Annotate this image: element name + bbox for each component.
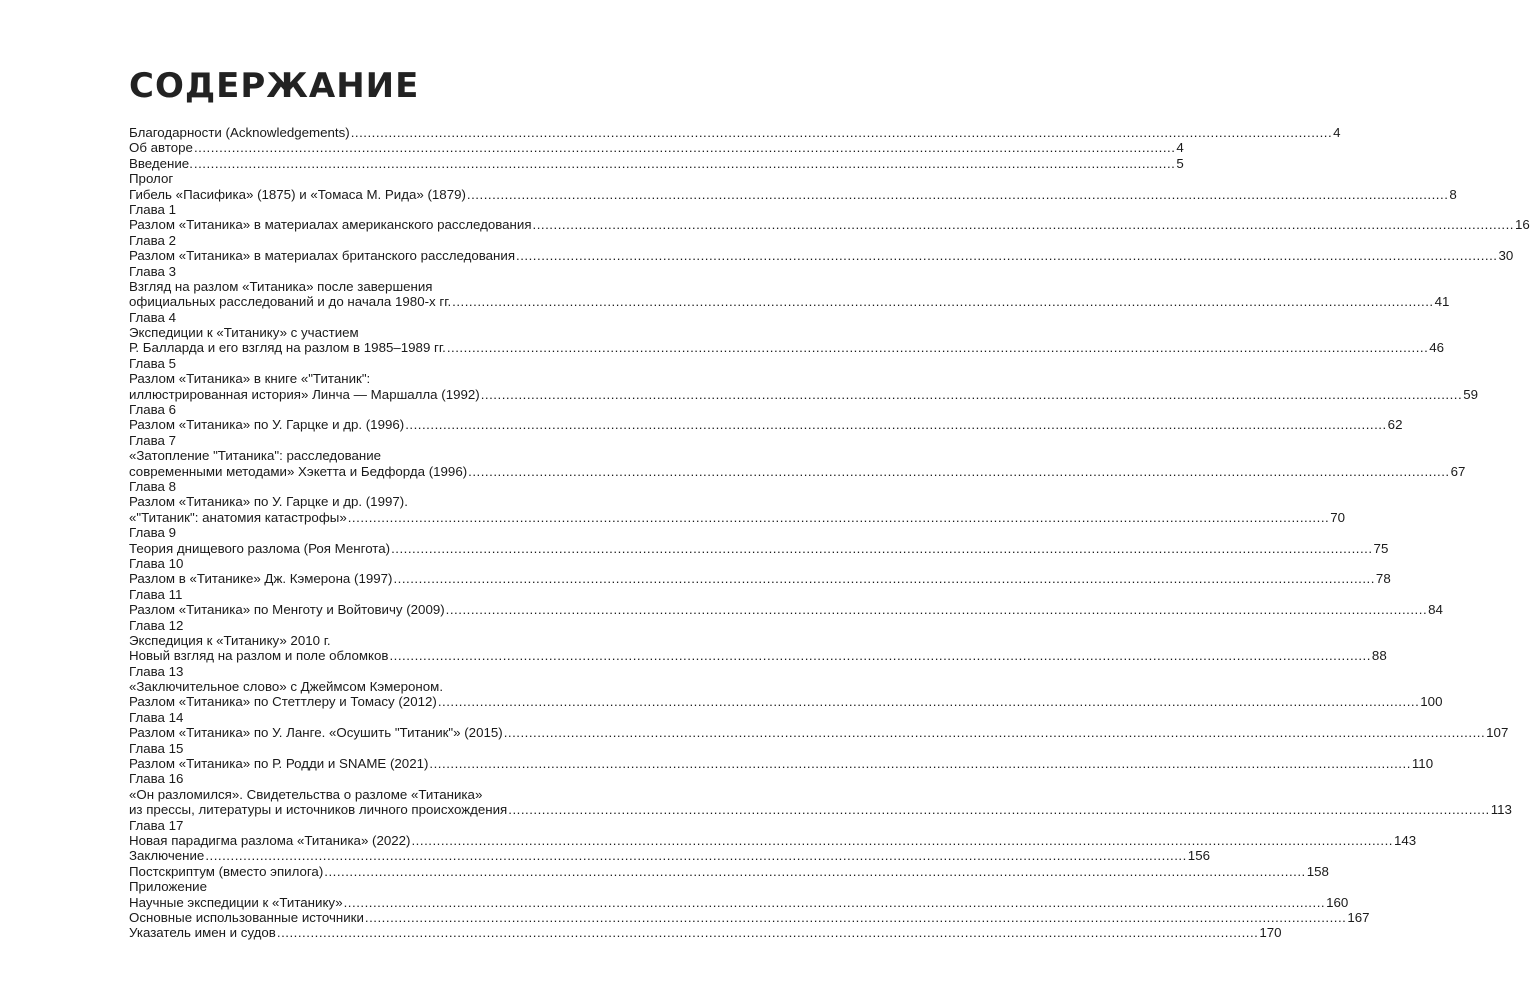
toc-entry-title: из прессы, литературы и источников личного происхождения xyxy=(129,802,508,818)
dot-leader xyxy=(468,464,1449,479)
toc-entry-title: Р. Балларда и его взгляд на разлом в 1985–1989 гг. xyxy=(129,340,446,356)
toc-entry-title: Глава 9 xyxy=(129,525,177,541)
toc-heading-line xyxy=(129,710,655,725)
toc-entry xyxy=(129,725,1509,741)
toc-entry-page-number: 59 xyxy=(1463,386,1478,402)
toc-entry-title: Научные экспедиции к «Титанику» xyxy=(129,894,343,910)
toc-entry xyxy=(129,694,1443,710)
toc-entry xyxy=(129,602,1443,618)
toc-heading-line xyxy=(129,448,655,463)
toc-entry-page-number: 158 xyxy=(1306,863,1329,879)
dot-leader xyxy=(429,756,1410,771)
dot-leader xyxy=(351,125,1332,140)
toc-heading-line xyxy=(129,310,655,325)
toc-entry-title: Разлом в «Титанике» Дж. Кэмерона (1997) xyxy=(129,571,393,587)
toc-entry-title: Приложение xyxy=(129,879,207,895)
toc-entry xyxy=(129,648,1387,664)
toc-entry xyxy=(129,155,1184,171)
toc-heading-line xyxy=(129,818,655,833)
toc-entry-page-number: 100 xyxy=(1420,694,1443,710)
toc-entry-page-number: 5 xyxy=(1176,155,1184,171)
toc-entry xyxy=(129,832,1417,848)
toc-entry-title: Заключение xyxy=(129,848,205,864)
toc-entry-page-number: 67 xyxy=(1450,463,1466,479)
toc-entry-title: «"Титаник": анатомия катастрофы» xyxy=(129,509,347,525)
toc-entry xyxy=(129,925,1282,941)
toc-entry-title: Глава 5 xyxy=(129,355,177,371)
toc-entry-page-number: 62 xyxy=(1387,417,1403,433)
toc-entry xyxy=(129,540,1389,556)
toc-heading-line xyxy=(129,664,655,679)
toc-entry-title: Глава 1 xyxy=(129,201,177,217)
toc-heading-line xyxy=(129,233,655,248)
toc-heading-line xyxy=(129,618,655,633)
toc-entry xyxy=(129,463,1466,479)
toc-entry-page-number: 88 xyxy=(1371,648,1387,664)
toc-entry-title: Разлом «Титаника» по У. Гарцке и др. (1997). xyxy=(129,494,408,510)
toc-entry xyxy=(129,294,1450,310)
dot-leader xyxy=(348,510,1329,525)
dot-leader xyxy=(391,541,1372,556)
toc-entry-title: Глава 3 xyxy=(129,263,177,279)
toc-entry-page-number: 41 xyxy=(1434,294,1450,310)
toc-entry xyxy=(129,509,1345,525)
toc-entry xyxy=(129,125,1341,140)
toc-entry xyxy=(129,217,1530,233)
toc-entry-page-number: 70 xyxy=(1330,509,1345,525)
toc-entry-title: Взгляд на разлом «Титаника» после завершения xyxy=(129,278,433,294)
dot-leader xyxy=(194,156,1175,171)
toc-entry-title: «Затопление "Титаника": расследование xyxy=(129,448,382,464)
toc-heading-line xyxy=(129,787,655,802)
toc-entry-title: Разлом «Титаника» по Р. Родди и SNAME (2021) xyxy=(129,756,429,772)
toc-entry-title: Глава 11 xyxy=(129,586,183,602)
dot-leader xyxy=(508,802,1489,817)
toc-entry-title: Разлом «Титаника» по У. Гарцке и др. (1996) xyxy=(129,417,405,433)
dot-leader xyxy=(324,864,1305,879)
toc-entry-title: Экспедиция к «Титанику» 2010 г. xyxy=(129,632,331,648)
toc-entry xyxy=(129,186,1457,202)
toc-entry xyxy=(129,909,1370,925)
toc-heading-line xyxy=(129,279,655,294)
table-of-contents xyxy=(129,125,1530,941)
dot-leader xyxy=(447,340,1428,355)
toc-entry xyxy=(129,386,1478,402)
toc-heading-line xyxy=(129,741,655,756)
toc-entry-title: Основные использованные источники xyxy=(129,909,364,925)
toc-entry-title: Глава 7 xyxy=(129,432,177,448)
toc-entry-title: Глава 10 xyxy=(129,555,184,571)
toc-heading-line xyxy=(129,633,655,648)
toc-entry-title: Глава 13 xyxy=(129,663,184,679)
toc-entry-page-number: 8 xyxy=(1449,186,1457,202)
toc-entry-page-number: 84 xyxy=(1428,602,1443,618)
dot-leader xyxy=(516,248,1497,263)
toc-entry xyxy=(129,802,1512,818)
toc-entry-page-number: 113 xyxy=(1490,802,1512,818)
dot-leader xyxy=(481,387,1462,402)
toc-entry-title: официальных расследований и до начала 1980-х гг. xyxy=(129,294,452,310)
toc-entry-page-number: 170 xyxy=(1259,925,1282,941)
toc-entry-title: Новый взгляд на разлом и поле обломков xyxy=(129,648,389,664)
toc-heading-line xyxy=(129,356,655,371)
toc-entry-title: Экспедиции к «Титанику» с участием xyxy=(129,325,359,341)
toc-entry-page-number: 160 xyxy=(1326,894,1349,910)
toc-entry-page-number: 4 xyxy=(1333,125,1341,140)
toc-entry-title: Глава 8 xyxy=(129,478,177,494)
toc-heading-line xyxy=(129,264,655,279)
dot-leader xyxy=(393,571,1374,586)
toc-entry-title: Гибель «Пасифика» (1875) и «Томаса М. Рида» (1879) xyxy=(129,186,466,202)
toc-entry-title: современными методами» Хэкетта и Бедфорда (1996) xyxy=(129,463,468,479)
toc-entry-title: Разлом «Титаника» в материалах американского расследования xyxy=(129,217,532,233)
toc-entry-page-number: 167 xyxy=(1347,909,1370,925)
toc-entry xyxy=(129,417,1403,433)
dot-leader xyxy=(452,294,1433,309)
toc-entry-title: Глава 14 xyxy=(129,709,184,725)
toc-entry-page-number: 107 xyxy=(1486,725,1509,741)
dot-leader xyxy=(533,217,1514,232)
dot-leader xyxy=(411,833,1392,848)
toc-heading-line xyxy=(129,171,655,186)
toc-entry-title: Разлом «Титаника» по Стеттлеру и Томасу (2012) xyxy=(129,694,437,710)
toc-entry-page-number: 30 xyxy=(1498,248,1514,264)
toc-entry-title: Теория днищевого разлома (Роя Менгота) xyxy=(129,540,391,556)
toc-entry-page-number: 143 xyxy=(1393,832,1417,848)
toc-heading-line xyxy=(129,771,655,786)
toc-heading-line xyxy=(129,402,655,417)
dot-leader xyxy=(504,725,1485,740)
toc-entry-title: Разлом «Титаника» по Менготу и Войтовичу (2009) xyxy=(129,602,445,618)
dot-leader xyxy=(438,694,1419,709)
toc-entry xyxy=(129,863,1329,879)
toc-entry-title: Указатель имен и судов xyxy=(129,925,276,941)
dot-leader xyxy=(389,648,1370,663)
toc-entry-title: Глава 6 xyxy=(129,402,177,418)
toc-entry-title: Об авторе xyxy=(129,140,193,156)
toc-entry-page-number: 78 xyxy=(1375,571,1391,587)
toc-entry-title: «Он разломился». Свидетельства о разломе «Титаника» xyxy=(129,786,483,802)
dot-leader xyxy=(194,140,1175,155)
toc-heading-line xyxy=(129,479,655,494)
toc-heading-line xyxy=(129,679,655,694)
toc-entry xyxy=(129,756,1434,772)
toc-entry xyxy=(129,248,1514,264)
toc-entry-title: Глава 16 xyxy=(129,771,184,787)
toc-entry-page-number: 75 xyxy=(1373,540,1389,556)
toc-entry-title: Разлом «Титаника» в книге «"Титаник": xyxy=(129,371,371,387)
toc-entry-page-number: 110 xyxy=(1411,756,1434,772)
toc-heading-line xyxy=(129,202,655,217)
page-title: СОДЕРЖАНИЕ xyxy=(129,66,420,106)
toc-heading-line xyxy=(129,371,655,386)
toc-entry-title: Глава 15 xyxy=(129,740,184,756)
dot-leader xyxy=(205,848,1186,863)
toc-heading-line xyxy=(129,494,655,509)
toc-entry xyxy=(129,894,1349,910)
toc-entry xyxy=(129,848,1210,864)
toc-entry-title: Введение. xyxy=(129,155,193,171)
toc-entry-page-number: 16 xyxy=(1515,217,1530,233)
toc-entry-title: Глава 2 xyxy=(129,232,177,248)
dot-leader xyxy=(467,187,1448,202)
toc-entry-page-number: 46 xyxy=(1429,340,1445,356)
toc-entry-title: Новая парадигма разлома «Титаника» (2022) xyxy=(129,832,411,848)
toc-entry-page-number: 156 xyxy=(1187,848,1210,864)
toc-heading-line xyxy=(129,587,655,602)
toc-entry xyxy=(129,340,1445,356)
toc-entry-title: Разлом «Титаника» в материалах британского расследования xyxy=(129,248,516,264)
toc-entry-title: иллюстрированная история» Линча — Маршалла (1992) xyxy=(129,386,480,402)
toc-entry xyxy=(129,571,1391,587)
toc-heading-line xyxy=(129,525,655,540)
toc-entry-page-number: 4 xyxy=(1176,140,1184,156)
toc-entry-title: Глава 17 xyxy=(129,817,184,833)
toc-entry-title: Глава 12 xyxy=(129,617,184,633)
toc-entry-title: «Заключительное слово» с Джеймсом Кэмероном. xyxy=(129,679,444,695)
toc-entry-title: Благодарности (Acknowledgements) xyxy=(129,125,350,140)
toc-heading-line xyxy=(129,433,655,448)
toc-heading-line xyxy=(129,556,655,571)
toc-heading-line xyxy=(129,325,655,340)
dot-leader xyxy=(344,895,1325,910)
toc-entry-title: Разлом «Титаника» по У. Ланге. «Осушить "Титаник"» (2015) xyxy=(129,725,503,741)
dot-leader xyxy=(446,602,1427,617)
dot-leader xyxy=(405,417,1386,432)
dot-leader xyxy=(277,925,1258,940)
toc-heading-line xyxy=(129,879,655,894)
dot-leader xyxy=(365,910,1346,925)
toc-entry-title: Глава 4 xyxy=(129,309,177,325)
toc-entry-title: Постскриптум (вместо эпилога) xyxy=(129,863,324,879)
toc-entry-title: Пролог xyxy=(129,171,174,187)
toc-entry xyxy=(129,140,1184,156)
